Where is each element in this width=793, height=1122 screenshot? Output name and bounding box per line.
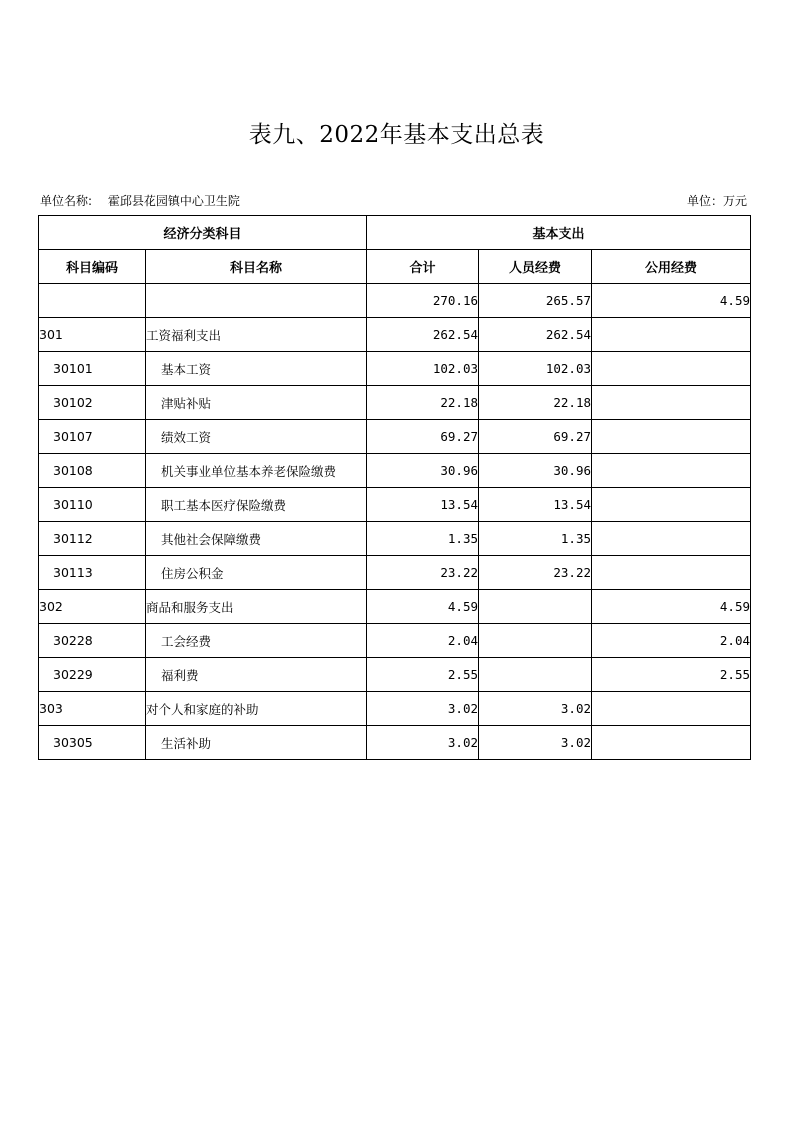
unit-name-value: 霍邱县花园镇中心卫生院 — [107, 194, 240, 208]
cell-total: 22.18 — [367, 386, 479, 420]
cell-public — [592, 454, 751, 488]
cell-name: 生活补助 — [146, 726, 367, 760]
cell-code: 303 — [39, 692, 146, 726]
table-row — [39, 624, 751, 658]
table-row — [39, 454, 751, 488]
table-row — [39, 726, 751, 760]
cell-personnel — [479, 624, 592, 658]
cell-name: 机关事业单位基本养老保险缴费 — [146, 454, 367, 488]
cell-personnel — [479, 658, 592, 692]
cell-name: 住房公积金 — [146, 556, 367, 590]
cell-total: 262.54 — [367, 318, 479, 352]
table-row — [39, 658, 751, 692]
cell-personnel: 3.02 — [479, 692, 592, 726]
cell-code: 30102 — [39, 386, 146, 420]
cell-code: 30112 — [39, 522, 146, 556]
cell-name: 工资福利支出 — [146, 318, 367, 352]
cell-personnel: 22.18 — [479, 386, 592, 420]
header-public: 公用经费 — [592, 250, 751, 284]
cell-name: 工会经费 — [146, 624, 367, 658]
cell-public — [592, 488, 751, 522]
unit-name-label: 单位名称: — [40, 194, 93, 208]
header-row-group — [39, 216, 751, 250]
cell-public: 4.59 — [592, 284, 751, 318]
cell-name: 对个人和家庭的补助 — [146, 692, 367, 726]
cell-total: 4.59 — [367, 590, 479, 624]
cell-total: 1.35 — [367, 522, 479, 556]
cell-code — [39, 284, 146, 318]
expenditure-table — [38, 215, 751, 760]
table-row — [39, 522, 751, 556]
cell-total: 30.96 — [367, 454, 479, 488]
header-basic-expenditure: 基本支出 — [367, 216, 751, 250]
table-row — [39, 556, 751, 590]
table-row — [39, 386, 751, 420]
unit-name-block — [40, 192, 240, 209]
table-row — [39, 590, 751, 624]
cell-name: 基本工资 — [146, 352, 367, 386]
currency-unit: 单位：万元 — [686, 194, 747, 208]
cell-total: 69.27 — [367, 420, 479, 454]
cell-public — [592, 352, 751, 386]
cell-public — [592, 522, 751, 556]
cell-public — [592, 420, 751, 454]
cell-code: 30113 — [39, 556, 146, 590]
table-row — [39, 284, 751, 318]
cell-name — [146, 284, 367, 318]
header-total: 合计 — [367, 250, 479, 284]
table-row — [39, 318, 751, 352]
cell-total: 2.04 — [367, 624, 479, 658]
cell-code: 30229 — [39, 658, 146, 692]
cell-public — [592, 726, 751, 760]
cell-public — [592, 556, 751, 590]
cell-public: 2.55 — [592, 658, 751, 692]
cell-total: 3.02 — [367, 692, 479, 726]
cell-code: 30107 — [39, 420, 146, 454]
table-row — [39, 692, 751, 726]
table-row — [39, 420, 751, 454]
cell-personnel — [479, 590, 592, 624]
cell-personnel: 23.22 — [479, 556, 592, 590]
table-row — [39, 352, 751, 386]
cell-code: 30108 — [39, 454, 146, 488]
unit-info-row — [38, 192, 749, 210]
cell-personnel: 1.35 — [479, 522, 592, 556]
cell-name: 职工基本医疗保险缴费 — [146, 488, 367, 522]
cell-personnel: 3.02 — [479, 726, 592, 760]
table-row — [39, 488, 751, 522]
cell-name: 绩效工资 — [146, 420, 367, 454]
cell-total: 102.03 — [367, 352, 479, 386]
cell-code: 30101 — [39, 352, 146, 386]
cell-personnel: 262.54 — [479, 318, 592, 352]
header-name: 科目名称 — [146, 250, 367, 284]
page-title: 表九、2022年基本支出总表 — [248, 122, 545, 148]
cell-code: 30228 — [39, 624, 146, 658]
header-personnel: 人员经费 — [479, 250, 592, 284]
cell-public — [592, 386, 751, 420]
cell-name: 津贴补贴 — [146, 386, 367, 420]
cell-personnel: 265.57 — [479, 284, 592, 318]
cell-total: 3.02 — [367, 726, 479, 760]
cell-total: 270.16 — [367, 284, 479, 318]
table-body — [39, 284, 751, 760]
cell-code: 301 — [39, 318, 146, 352]
cell-public — [592, 318, 751, 352]
cell-name: 商品和服务支出 — [146, 590, 367, 624]
cell-personnel: 69.27 — [479, 420, 592, 454]
cell-public: 4.59 — [592, 590, 751, 624]
header-economic-category: 经济分类科目 — [39, 216, 367, 250]
cell-total: 23.22 — [367, 556, 479, 590]
cell-personnel: 30.96 — [479, 454, 592, 488]
cell-name: 其他社会保障缴费 — [146, 522, 367, 556]
cell-name: 福利费 — [146, 658, 367, 692]
cell-personnel: 13.54 — [479, 488, 592, 522]
cell-total: 13.54 — [367, 488, 479, 522]
header-row-columns — [39, 250, 751, 284]
header-code: 科目编码 — [39, 250, 146, 284]
cell-personnel: 102.03 — [479, 352, 592, 386]
cell-code: 302 — [39, 590, 146, 624]
cell-public: 2.04 — [592, 624, 751, 658]
cell-code: 30110 — [39, 488, 146, 522]
cell-total: 2.55 — [367, 658, 479, 692]
cell-public — [592, 692, 751, 726]
cell-code: 30305 — [39, 726, 146, 760]
